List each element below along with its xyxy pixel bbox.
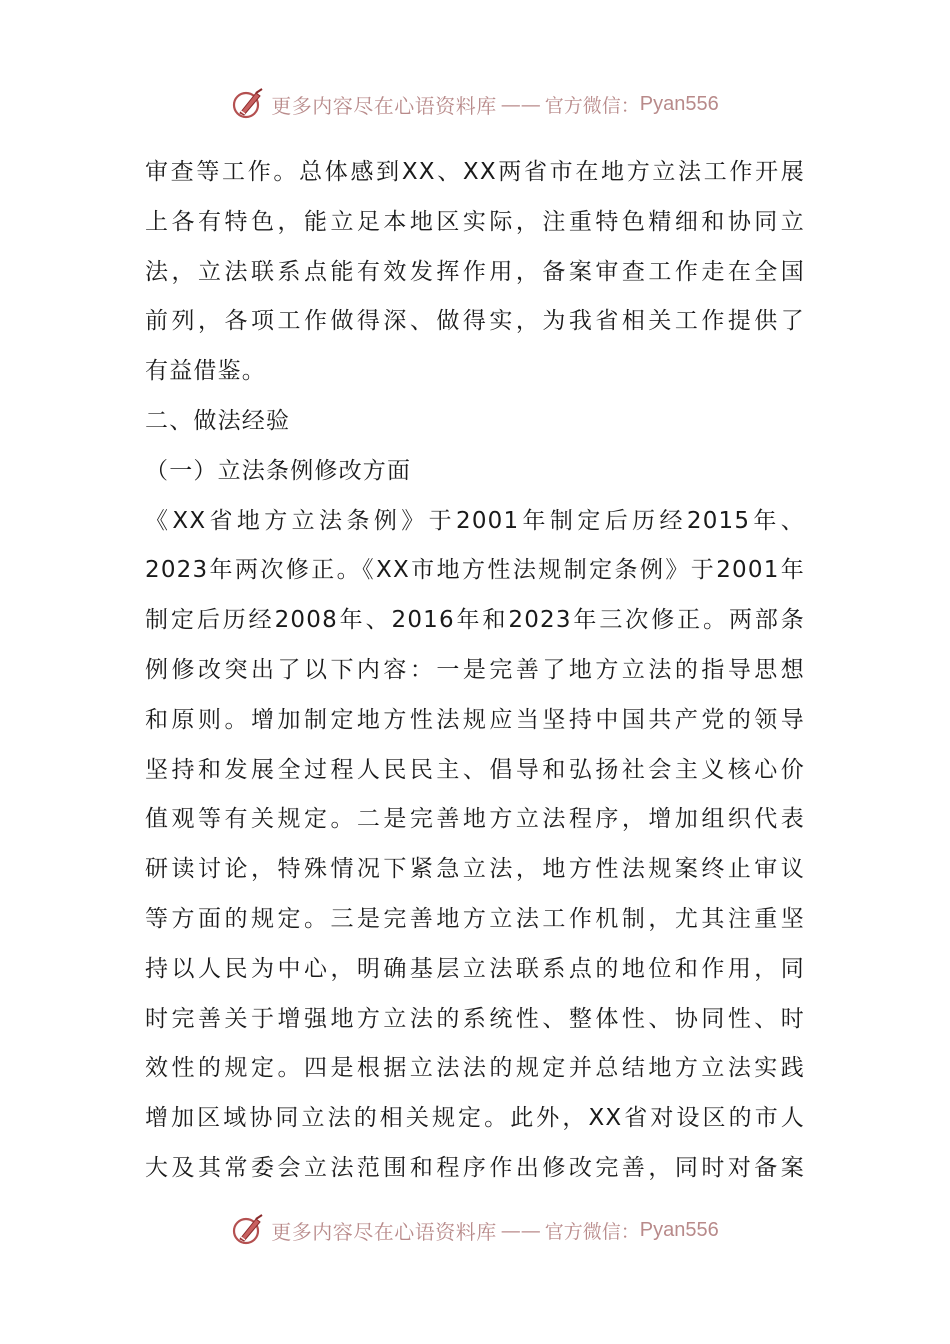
banner-wechat-id: Pyan556	[639, 92, 719, 115]
body-line: 效性的规定。四是根据立法法的规定并总结地方立法实践	[145, 1055, 805, 1082]
body-line: 值观等有关规定。二是完善地方立法程序，增加组织代表	[145, 806, 805, 833]
body-line: 增加区域协同立法的相关规定。此外，XX省对设区的市人	[145, 1105, 805, 1132]
body-line: 时完善关于增强地方立法的系统性、整体性、协同性、时	[145, 1005, 805, 1032]
body-line: 前列，各项工作做得深、做得实，为我省相关工作提供了	[145, 308, 805, 335]
section-heading: 二、做法经验	[145, 407, 291, 434]
subsection-heading: （一）立法条例修改方面	[145, 457, 412, 484]
banner-wechat-label: 官方微信：	[544, 94, 640, 117]
body-line: 上各有特色，能立足本地区实际，注重特色精细和协同立	[145, 208, 805, 235]
body-line: 《XX省地方立法条例》于2001年制定后历经2015年、	[145, 507, 805, 534]
body-line: 和原则。增加制定地方性法规应当坚持中国共产党的领导	[145, 706, 805, 733]
header-banner	[0, 84, 950, 124]
footer-banner-title: 更多内容尽在心语资料库	[271, 1219, 497, 1244]
body-line: 例修改突出了以下内容：一是完善了地方立法的指导思想	[145, 656, 805, 683]
banner-title: 更多内容尽在心语资料库	[271, 93, 497, 118]
footer-banner-wechat-id: Pyan556	[639, 1218, 719, 1241]
body-line: 有益借鉴。	[145, 358, 266, 385]
quill-pen-logo-icon	[231, 1213, 265, 1247]
banner-separator: ——	[500, 92, 541, 116]
body-line: 持以人民为中心，明确基层立法联系点的地位和作用，同	[145, 955, 805, 982]
quill-pen-logo-icon	[231, 87, 265, 121]
footer-banner-separator: ——	[500, 1218, 541, 1242]
body-line: 坚持和发展全过程人民民主、倡导和弘扬社会主义核心价	[145, 756, 805, 783]
body-line: 审查等工作。总体感到XX、XX两省市在地方立法工作开展	[145, 159, 805, 185]
body-line: 研读讨论，特殊情况下紧急立法，地方性法规案终止审议	[145, 856, 805, 883]
body-line: 2023年两次修正。《XX市地方性法规制定条例》于2001年	[145, 557, 805, 584]
footer-banner	[0, 1210, 950, 1250]
body-line: 大及其常委会立法范围和程序作出修改完善，同时对备案	[145, 1154, 805, 1181]
body-line: 法，立法联系点能有效发挥作用，备案审查工作走在全国	[145, 258, 805, 285]
body-line: 制定后历经2008年、2016年和2023年三次修正。两部条	[145, 607, 805, 634]
footer-banner-wechat-label: 官方微信：	[544, 1220, 640, 1243]
body-line: 等方面的规定。三是完善地方立法工作机制，尤其注重坚	[145, 905, 805, 932]
document-body	[145, 148, 805, 1194]
